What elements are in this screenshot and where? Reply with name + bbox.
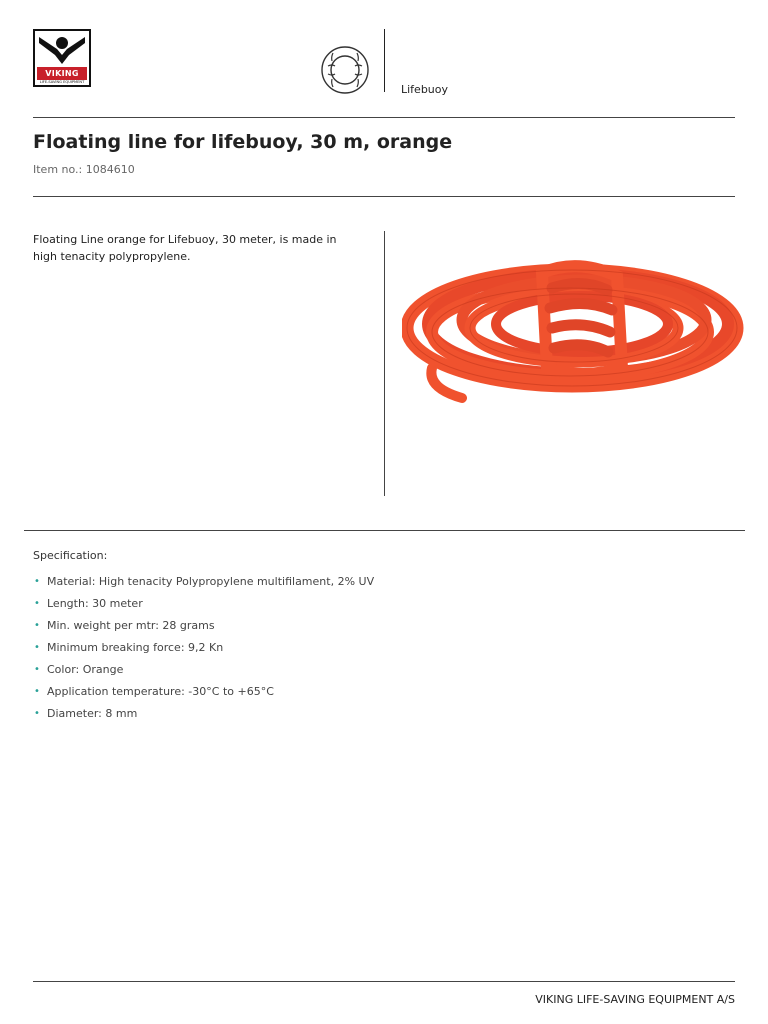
item-number: Item no.: 1084610 — [33, 163, 135, 176]
bullet-icon: • — [34, 708, 40, 719]
specification-list — [33, 571, 374, 725]
spec-item: • Length: 30 meter — [33, 593, 374, 615]
product-description: Floating Line orange for Lifebuoy, 30 meter, is made in high tenacity polypropylene. — [33, 233, 337, 263]
bullet-icon: • — [34, 598, 40, 609]
spec-item: • Application temperature: -30°C to +65°C — [33, 681, 374, 703]
spec-item: • Color: Orange — [33, 659, 374, 681]
logo-wordmark: VIKING — [37, 67, 87, 80]
specification-title: Specification: — [33, 549, 108, 562]
product-title: Floating line for lifebuoy, 30 m, orange — [33, 131, 453, 153]
logo-subtext: LIFE-SAVING EQUIPMENT — [39, 80, 85, 84]
lifebuoy-icon — [319, 44, 371, 96]
footer-company-name: VIKING LIFE-SAVING EQUIPMENT A/S — [535, 993, 735, 1006]
coiled-rope-image — [402, 228, 746, 404]
spec-item: • Material: High tenacity Polypropylene multifilament, 2% UV — [33, 571, 374, 593]
viking-logo — [33, 29, 91, 87]
footer-rule — [33, 981, 735, 982]
column-divider — [384, 231, 385, 496]
bullet-icon: • — [34, 642, 40, 653]
section-rule — [24, 530, 745, 531]
bullet-icon: • — [34, 620, 40, 631]
spec-item: • Min. weight per mtr: 28 grams — [33, 615, 374, 637]
bullet-icon: • — [34, 686, 40, 697]
bullet-icon: • — [34, 664, 40, 675]
spec-item: • Diameter: 8 mm — [33, 703, 374, 725]
category-label: Lifebuoy — [401, 83, 449, 96]
header-divider — [384, 29, 385, 92]
bullet-icon: • — [34, 576, 40, 587]
spec-item: • Minimum breaking force: 9,2 Kn — [33, 637, 374, 659]
title-rule — [33, 196, 735, 197]
header-rule — [33, 117, 735, 118]
viking-emblem-icon — [35, 31, 89, 67]
